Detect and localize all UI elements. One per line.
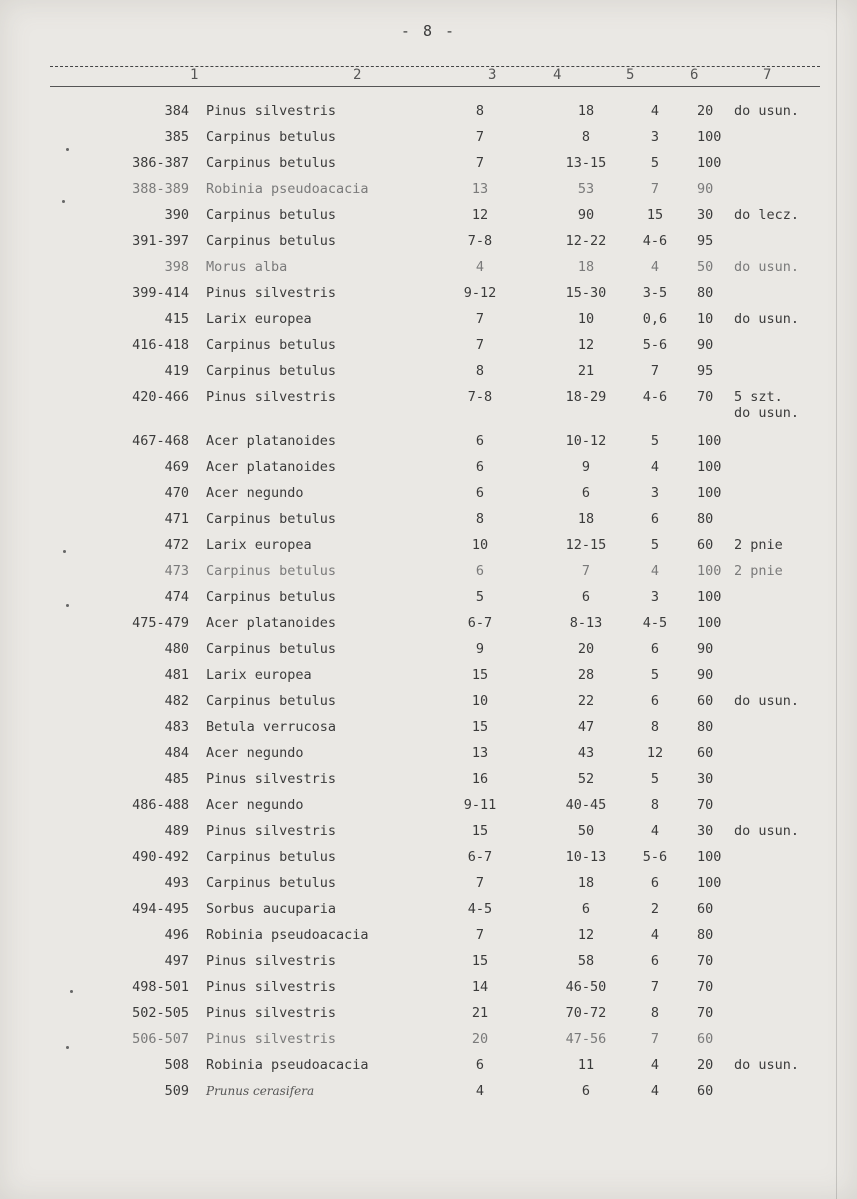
table-row [0, 430, 857, 452]
column-3-value: 6-7 [467, 849, 493, 865]
scan-speck [70, 990, 73, 993]
column-4-value: 21 [577, 363, 595, 379]
column-5-value: 6 [650, 511, 660, 527]
column-5-value: 5 [650, 155, 660, 171]
species-name: Pinus silvestris [206, 103, 337, 119]
table-row [0, 1028, 857, 1050]
column-3-value: 5 [475, 589, 485, 605]
tree-number: 420-466 [132, 389, 189, 405]
column-3-value: 7-8 [467, 389, 493, 405]
tree-number: 399-414 [132, 285, 189, 301]
column-3-value: 6-7 [467, 615, 493, 631]
scan-speck [62, 200, 65, 203]
column-5-value: 6 [650, 875, 660, 891]
column-4-value: 6 [581, 589, 591, 605]
tree-number: 471 [164, 511, 189, 527]
table-row [0, 386, 857, 421]
column-5-value: 7 [650, 1031, 660, 1047]
table-row [0, 898, 857, 920]
column-4-value: 46-50 [565, 979, 607, 995]
remark: do usun. [734, 693, 800, 709]
column-4-value: 11 [577, 1057, 595, 1073]
column-header-5: 5 [626, 67, 635, 83]
column-6-value: 80 [697, 719, 714, 735]
column-4-value: 18 [577, 259, 595, 275]
column-4-value: 6 [581, 485, 591, 501]
table-row [0, 178, 857, 200]
table-row [0, 1054, 857, 1076]
column-4-value: 53 [577, 181, 595, 197]
column-6-value: 90 [697, 181, 714, 197]
column-5-value: 4 [650, 823, 660, 839]
column-6-value: 60 [697, 745, 714, 761]
tree-number: 390 [164, 207, 189, 223]
column-5-value: 3 [650, 485, 660, 501]
table-row [0, 456, 857, 478]
column-3-value: 8 [475, 103, 485, 119]
table-row [0, 924, 857, 946]
column-3-value: 8 [475, 363, 485, 379]
tree-number: 502-505 [132, 1005, 189, 1021]
tree-number: 486-488 [132, 797, 189, 813]
species-name: Acer platanoides [206, 615, 337, 631]
species-name: Carpinus betulus [206, 233, 337, 249]
column-4-value: 8 [581, 129, 591, 145]
column-5-value: 5-6 [642, 337, 668, 353]
column-3-value: 6 [475, 433, 485, 449]
column-3-value: 15 [471, 719, 489, 735]
tree-number: 398 [164, 259, 189, 275]
column-5-value: 5 [650, 667, 660, 683]
column-6-value: 100 [697, 615, 722, 631]
column-3-value: 6 [475, 1057, 485, 1073]
column-3-value: 15 [471, 823, 489, 839]
column-4-value: 90 [577, 207, 595, 223]
table-row [0, 976, 857, 998]
column-5-value: 4-5 [642, 615, 668, 631]
table-row [0, 742, 857, 764]
table-row [0, 230, 857, 252]
column-4-value: 47-56 [565, 1031, 607, 1047]
column-5-value: 5 [650, 771, 660, 787]
header-bottom-rule [50, 86, 820, 87]
column-4-value: 12 [577, 927, 595, 943]
table-row [0, 256, 857, 278]
species-name: Carpinus betulus [206, 363, 337, 379]
species-name: Robinia pseudoacacia [206, 1057, 369, 1073]
column-4-value: 40-45 [565, 797, 607, 813]
column-5-value: 4 [650, 103, 660, 119]
column-6-value: 80 [697, 511, 714, 527]
column-header-3: 3 [488, 67, 497, 83]
column-6-value: 100 [697, 589, 722, 605]
species-name: Acer negundo [206, 797, 304, 813]
species-name: Carpinus betulus [206, 849, 337, 865]
table-row [0, 1002, 857, 1024]
column-3-value: 13 [471, 745, 489, 761]
column-3-value: 4-5 [467, 901, 493, 917]
table-header-row [0, 66, 857, 86]
column-5-value: 8 [650, 797, 660, 813]
table-row [0, 950, 857, 972]
species-name: Carpinus betulus [206, 207, 337, 223]
column-5-value: 4 [650, 259, 660, 275]
tree-number: 493 [164, 875, 189, 891]
species-name: Pinus silvestris [206, 771, 337, 787]
column-3-value: 9 [475, 641, 485, 657]
tree-number: 482 [164, 693, 189, 709]
column-5-value: 3 [650, 589, 660, 605]
column-4-value: 6 [581, 1083, 591, 1099]
species-name: Larix europea [206, 311, 312, 327]
column-3-value: 16 [471, 771, 489, 787]
column-4-value: 18 [577, 511, 595, 527]
column-5-value: 15 [646, 207, 664, 223]
column-header-4: 4 [553, 67, 562, 83]
column-6-value: 60 [697, 537, 714, 553]
column-3-value: 10 [471, 693, 489, 709]
column-3-value: 7 [475, 337, 485, 353]
tree-number: 475-479 [132, 615, 189, 631]
column-6-value: 100 [697, 155, 722, 171]
column-6-value: 100 [697, 459, 722, 475]
column-5-value: 7 [650, 363, 660, 379]
table-row [0, 1080, 857, 1102]
species-name: Acer negundo [206, 745, 304, 761]
species-name: Carpinus betulus [206, 589, 337, 605]
tree-number: 489 [164, 823, 189, 839]
table-row [0, 308, 857, 330]
tree-number: 469 [164, 459, 189, 475]
column-5-value: 8 [650, 1005, 660, 1021]
column-6-value: 100 [697, 485, 722, 501]
column-6-value: 70 [697, 953, 714, 969]
column-4-value: 7 [581, 563, 591, 579]
tree-number: 385 [164, 129, 189, 145]
species-name: Acer platanoides [206, 459, 337, 475]
column-3-value: 10 [471, 537, 489, 553]
remark: 5 szt. do usun. [734, 389, 800, 421]
column-4-value: 50 [577, 823, 595, 839]
column-3-value: 6 [475, 563, 485, 579]
species-name: Pinus silvestris [206, 823, 337, 839]
species-name: Betula verrucosa [206, 719, 337, 735]
tree-number: 388-389 [132, 181, 189, 197]
species-name: Sorbus aucuparia [206, 901, 337, 917]
column-5-value: 6 [650, 693, 660, 709]
column-6-value: 20 [697, 1057, 714, 1073]
table-row [0, 534, 857, 556]
column-6-value: 100 [697, 563, 722, 579]
column-3-value: 15 [471, 953, 489, 969]
table-row [0, 100, 857, 122]
column-3-value: 20 [471, 1031, 489, 1047]
table-row [0, 482, 857, 504]
tree-number: 386-387 [132, 155, 189, 171]
column-6-value: 60 [697, 693, 714, 709]
column-6-value: 10 [697, 311, 714, 327]
scan-speck [66, 148, 69, 151]
species-name: Pinus silvestris [206, 1031, 337, 1047]
tree-number: 416-418 [132, 337, 189, 353]
species-name: Carpinus betulus [206, 511, 337, 527]
column-5-value: 4 [650, 1057, 660, 1073]
species-name: Larix europea [206, 667, 312, 683]
species-name: Prunus cerasifera [206, 1084, 315, 1098]
column-4-value: 12-15 [565, 537, 607, 553]
column-5-value: 6 [650, 953, 660, 969]
column-3-value: 8 [475, 511, 485, 527]
column-header-6: 6 [690, 67, 699, 83]
tree-number: 481 [164, 667, 189, 683]
species-name: Pinus silvestris [206, 285, 337, 301]
tree-number: 508 [164, 1057, 189, 1073]
column-5-value: 3-5 [642, 285, 668, 301]
column-6-value: 70 [697, 979, 714, 995]
column-3-value: 4 [475, 1083, 485, 1099]
column-5-value: 2 [650, 901, 660, 917]
column-3-value: 7 [475, 129, 485, 145]
column-6-value: 90 [697, 641, 714, 657]
table-row [0, 638, 857, 660]
species-name: Carpinus betulus [206, 641, 337, 657]
remark: do usun. [734, 103, 800, 119]
tree-number: 484 [164, 745, 189, 761]
remark: 2 pnie [734, 537, 783, 553]
species-name: Robinia pseudoacacia [206, 181, 369, 197]
table-row [0, 768, 857, 790]
column-3-value: 7-8 [467, 233, 493, 249]
column-5-value: 5 [650, 537, 660, 553]
column-5-value: 6 [650, 641, 660, 657]
species-name: Carpinus betulus [206, 693, 337, 709]
table-row [0, 846, 857, 868]
column-header-2: 2 [353, 67, 362, 83]
column-4-value: 70-72 [565, 1005, 607, 1021]
column-4-value: 6 [581, 901, 591, 917]
column-6-value: 90 [697, 337, 714, 353]
remark: do usun. [734, 1057, 800, 1073]
column-6-value: 30 [697, 771, 714, 787]
scan-speck [66, 1046, 69, 1049]
table-row [0, 360, 857, 382]
table-row [0, 794, 857, 816]
column-3-value: 12 [471, 207, 489, 223]
column-3-value: 6 [475, 459, 485, 475]
species-name: Carpinus betulus [206, 129, 337, 145]
column-3-value: 4 [475, 259, 485, 275]
column-4-value: 58 [577, 953, 595, 969]
species-name: Pinus silvestris [206, 389, 337, 405]
column-4-value: 47 [577, 719, 595, 735]
table-row [0, 716, 857, 738]
column-3-value: 7 [475, 927, 485, 943]
column-6-value: 70 [697, 389, 714, 405]
column-6-value: 90 [697, 667, 714, 683]
tree-number: 509 [164, 1083, 189, 1099]
page-number: - 8 - [400, 22, 457, 40]
table-row [0, 690, 857, 712]
column-6-value: 70 [697, 1005, 714, 1021]
column-6-value: 30 [697, 207, 714, 223]
column-5-value: 12 [646, 745, 664, 761]
tree-number: 467-468 [132, 433, 189, 449]
table-row [0, 586, 857, 608]
column-4-value: 52 [577, 771, 595, 787]
tree-number: 506-507 [132, 1031, 189, 1047]
remark: 2 pnie [734, 563, 783, 579]
column-5-value: 4 [650, 563, 660, 579]
column-5-value: 5 [650, 433, 660, 449]
tree-number: 497 [164, 953, 189, 969]
column-4-value: 15-30 [565, 285, 607, 301]
column-5-value: 5-6 [642, 849, 668, 865]
column-3-value: 7 [475, 311, 485, 327]
tree-number: 498-501 [132, 979, 189, 995]
tree-number: 384 [164, 103, 189, 119]
column-6-value: 95 [697, 363, 714, 379]
tree-number: 485 [164, 771, 189, 787]
table-row [0, 204, 857, 226]
species-name: Pinus silvestris [206, 979, 337, 995]
table-row [0, 152, 857, 174]
table-row [0, 820, 857, 842]
column-4-value: 20 [577, 641, 595, 657]
column-5-value: 4-6 [642, 389, 668, 405]
species-name: Pinus silvestris [206, 1005, 337, 1021]
table-row [0, 560, 857, 582]
column-6-value: 70 [697, 797, 714, 813]
species-name: Robinia pseudoacacia [206, 927, 369, 943]
column-5-value: 4 [650, 927, 660, 943]
tree-number: 474 [164, 589, 189, 605]
column-4-value: 12-22 [565, 233, 607, 249]
column-6-value: 60 [697, 901, 714, 917]
species-name: Pinus silvestris [206, 953, 337, 969]
table-row [0, 872, 857, 894]
table-row [0, 282, 857, 304]
remark: do usun. [734, 259, 800, 275]
tree-number: 483 [164, 719, 189, 735]
species-name: Acer negundo [206, 485, 304, 501]
table-row [0, 508, 857, 530]
column-6-value: 50 [697, 259, 714, 275]
column-6-value: 100 [697, 875, 722, 891]
table-row [0, 334, 857, 356]
column-5-value: 7 [650, 181, 660, 197]
remark: do lecz. [734, 207, 800, 223]
column-3-value: 9-11 [463, 797, 497, 813]
column-4-value: 9 [581, 459, 591, 475]
tree-number: 473 [164, 563, 189, 579]
column-5-value: 7 [650, 979, 660, 995]
column-6-value: 20 [697, 103, 714, 119]
scan-speck [63, 550, 66, 553]
species-name: Acer platanoides [206, 433, 337, 449]
species-name: Carpinus betulus [206, 155, 337, 171]
column-3-value: 15 [471, 667, 489, 683]
column-4-value: 18 [577, 875, 595, 891]
tree-number: 490-492 [132, 849, 189, 865]
column-3-value: 21 [471, 1005, 489, 1021]
table-row [0, 612, 857, 634]
column-5-value: 8 [650, 719, 660, 735]
table-row [0, 126, 857, 148]
column-3-value: 13 [471, 181, 489, 197]
column-5-value: 4-6 [642, 233, 668, 249]
tree-number: 480 [164, 641, 189, 657]
column-header-1: 1 [190, 67, 199, 83]
species-name: Carpinus betulus [206, 875, 337, 891]
column-4-value: 22 [577, 693, 595, 709]
table-row [0, 664, 857, 686]
column-3-value: 9-12 [463, 285, 497, 301]
tree-number: 496 [164, 927, 189, 943]
column-4-value: 10-12 [565, 433, 607, 449]
tree-number: 494-495 [132, 901, 189, 917]
column-6-value: 80 [697, 927, 714, 943]
remark: do usun. [734, 823, 800, 839]
species-name: Larix europea [206, 537, 312, 553]
column-6-value: 100 [697, 433, 722, 449]
column-5-value: 3 [650, 129, 660, 145]
column-4-value: 10 [577, 311, 595, 327]
tree-number: 415 [164, 311, 189, 327]
column-6-value: 100 [697, 129, 722, 145]
tree-number: 470 [164, 485, 189, 501]
remark: do usun. [734, 311, 800, 327]
column-5-value: 4 [650, 1083, 660, 1099]
column-6-value: 100 [697, 849, 722, 865]
tree-number: 391-397 [132, 233, 189, 249]
species-name: Carpinus betulus [206, 337, 337, 353]
column-4-value: 8-13 [569, 615, 603, 631]
column-4-value: 18 [577, 103, 595, 119]
column-3-value: 7 [475, 155, 485, 171]
column-6-value: 30 [697, 823, 714, 839]
column-6-value: 60 [697, 1031, 714, 1047]
column-5-value: 4 [650, 459, 660, 475]
column-4-value: 43 [577, 745, 595, 761]
column-4-value: 28 [577, 667, 595, 683]
column-6-value: 95 [697, 233, 714, 249]
tree-number: 472 [164, 537, 189, 553]
column-3-value: 14 [471, 979, 489, 995]
scan-speck [66, 604, 69, 607]
column-header-7: 7 [763, 67, 772, 83]
column-4-value: 12 [577, 337, 595, 353]
species-name: Morus alba [206, 259, 288, 275]
species-name: Carpinus betulus [206, 563, 337, 579]
column-4-value: 18-29 [565, 389, 607, 405]
column-6-value: 60 [697, 1083, 714, 1099]
column-4-value: 13-15 [565, 155, 607, 171]
column-5-value: 0,6 [642, 311, 668, 327]
column-3-value: 7 [475, 875, 485, 891]
tree-number: 419 [164, 363, 189, 379]
column-3-value: 6 [475, 485, 485, 501]
column-4-value: 10-13 [565, 849, 607, 865]
column-6-value: 80 [697, 285, 714, 301]
